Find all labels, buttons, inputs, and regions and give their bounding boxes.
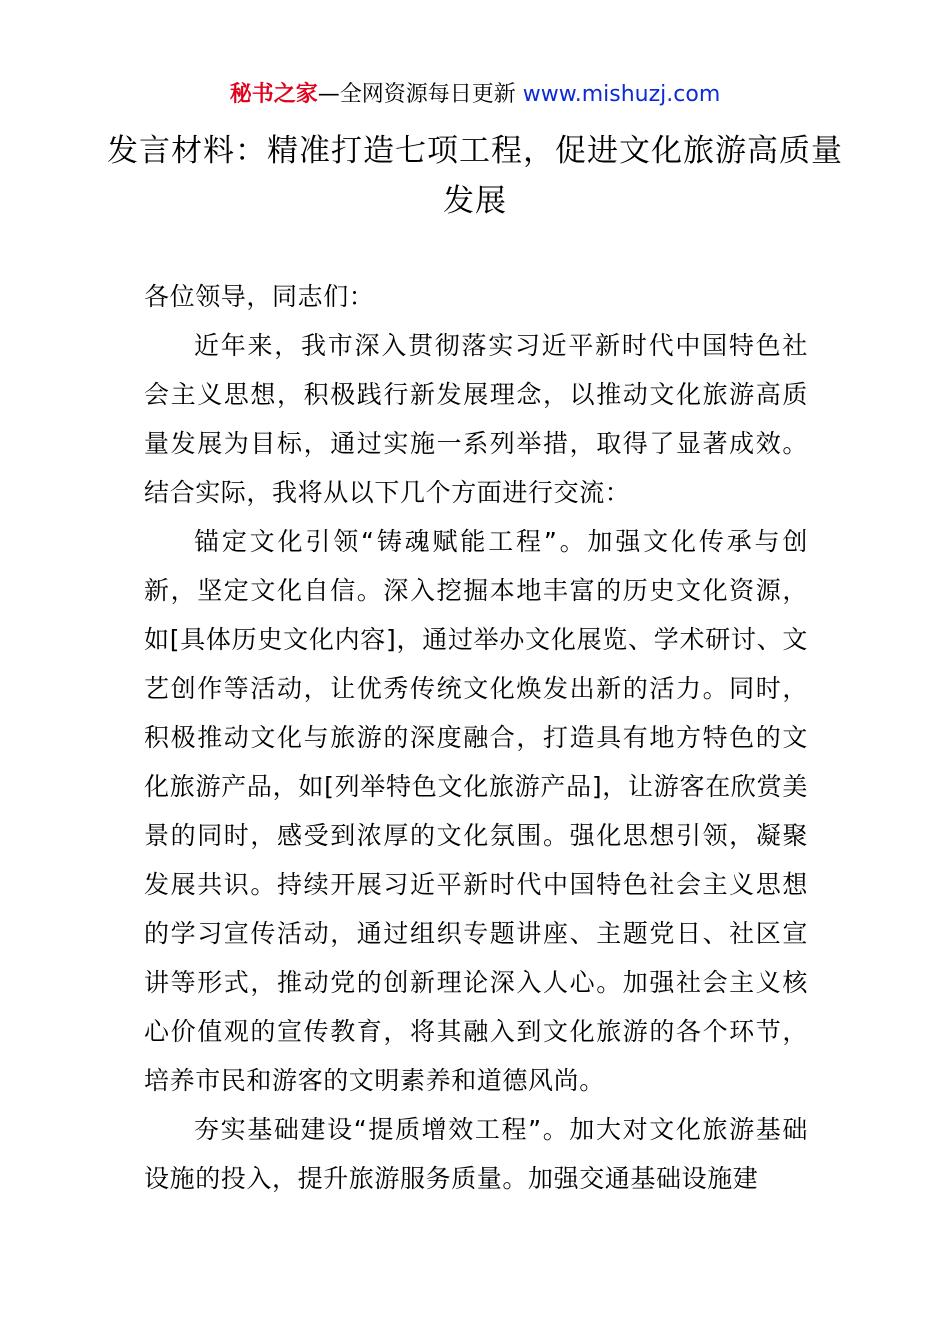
- site-url: www.mishuzj.com: [522, 82, 721, 107]
- site-header: [0, 80, 950, 110]
- paragraph-culture-project: 锚定文化引领“铸魂赋能工程”。加强文化传承与创新，坚定文化自信。深入挖掘本地丰富的历史文化资源，如[具体历史文化内容]，通过举办文化展览、学术研讨、文艺创作等活动，让优秀传统文化焕发出新的活力。同时，积极推动文化与旅游的深度融合，打造具有地方特色的文化旅游产品，如[列举特色文化旅游产品]，让游客在欣赏美景的同时，感受到浓厚的文化氛围。强化思想引领，凝聚发展共识。持续开展习近平新时代中国特色社会主义思想的学习宣传活动，通过组织专题讲座、主题党日、社区宣讲等形式，推动党的创新理论深入人心。加强社会主义核心价值观的宣传教育，将其融入到文化旅游的各个环节，培养市民和游客的文明素养和道德风尚。: [144, 527, 808, 1095]
- paragraph-infrastructure-project: 夯实基础建设“提质增效工程”。加大对文化旅游基础设施的投入，提升旅游服务质量。加强交通基础设施建: [144, 1115, 808, 1193]
- paragraph-intro: 近年来，我市深入贯彻落实习近平新时代中国特色社会主义思想，积极践行新发展理念，以推动文化旅游高质量发展为目标，通过实施一系列举措，取得了显著成效。结合实际，我将从以下几个方面进行交流：: [144, 331, 808, 507]
- document-title: 发言材料：精准打造七项工程，促进文化旅游高质量发展: [107, 133, 843, 219]
- brand-name: 秘书之家: [229, 82, 318, 107]
- salutation: 各位领导，同志们：: [144, 282, 375, 311]
- header-tagline: —全网资源每日更新: [317, 82, 523, 107]
- document-body: [144, 272, 808, 1203]
